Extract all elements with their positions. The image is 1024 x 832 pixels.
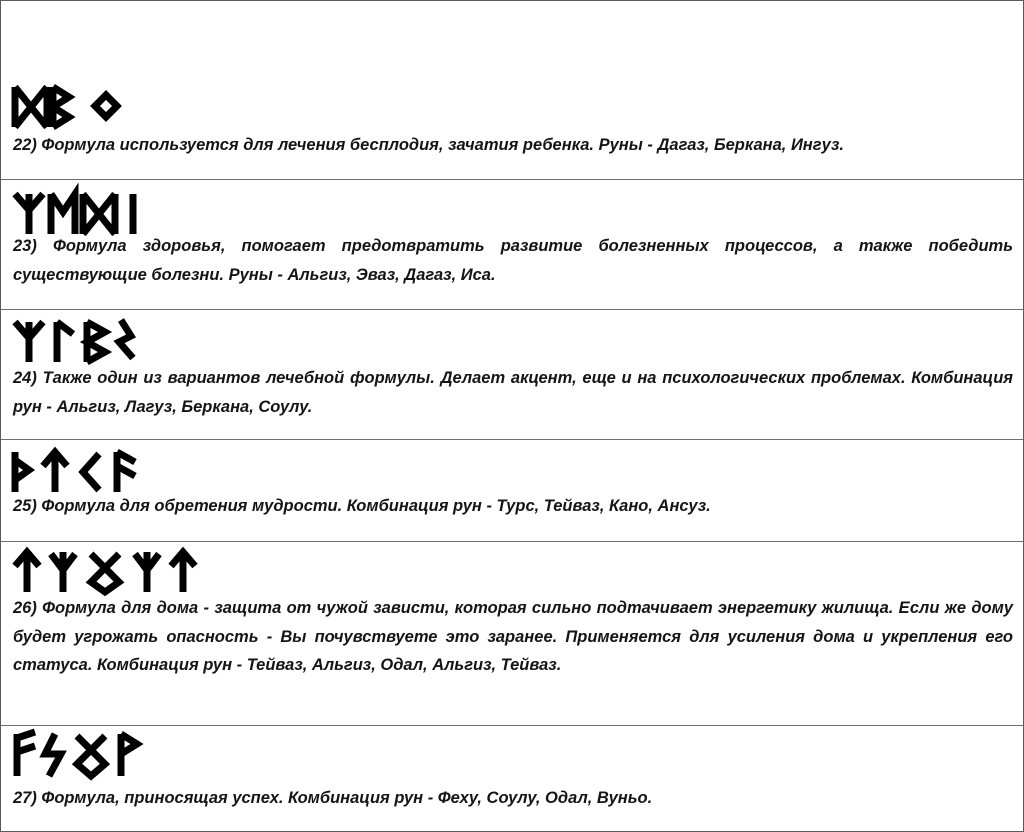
berkana-icon [87, 322, 105, 362]
berkana-icon [53, 87, 69, 127]
formula-text-24: 24) Также один из вариантов лечебной формулы. Делает акцент, еще и на психологических проблемах. Комбинация рун - Альгиз, Лагуз, Беркана, Соулу. [13, 369, 1013, 416]
kenaz-icon [83, 454, 99, 490]
tiwaz-icon [15, 552, 39, 592]
sowulo-icon [119, 320, 133, 358]
wunjo-icon [121, 734, 137, 776]
othala-icon [77, 736, 105, 776]
sowulo-icon [45, 734, 61, 776]
rune-glyphs-23 [11, 188, 141, 236]
formula-row-27 [1, 725, 1023, 832]
rune-glyphs-22 [11, 83, 141, 131]
rune-glyphs-27 [11, 730, 161, 778]
rune-glyphs-26 [11, 546, 211, 594]
formula-text-23: 23) Формула здоровья, помогает предотвратить развитие болезненных процессов, а также победить существующие болезни. Руны - Альгиз, Эваз, Дагаз, Иса. [13, 237, 1013, 284]
tiwaz-icon [43, 452, 67, 492]
rune-strip-23 [11, 188, 141, 236]
rune-strip-26 [11, 546, 211, 594]
ansuz-icon [117, 452, 135, 492]
rune-glyphs-24 [11, 316, 151, 364]
algiz-icon [135, 552, 159, 592]
formula-text-27: 27) Формула, приносящая успех. Комбинация рун - Феху, Соулу, Одал, Вуньо. [13, 789, 653, 807]
rune-glyphs-25 [11, 446, 151, 494]
othala-icon [91, 554, 119, 592]
ehwaz-icon [51, 194, 75, 234]
tiwaz-icon [171, 552, 195, 592]
formula-row-24 [1, 309, 1023, 440]
formula-row-26 [1, 541, 1023, 726]
thurisaz-icon [15, 452, 29, 492]
algiz-icon [51, 552, 75, 592]
rune-strip-25 [11, 446, 151, 494]
laguz-icon [57, 322, 73, 362]
formula-text-22: 22) Формула используется для лечения бесплодия, зачатия ребенка. Руны - Дагаз, Беркана, Ингуз. [13, 136, 844, 154]
formula-row-23 [1, 179, 1023, 310]
formula-row-25 [1, 439, 1023, 542]
formula-text-25: 25) Формула для обретения мудрости. Комбинация рун - Турс, Тейваз, Кано, Ансуз. [13, 497, 711, 515]
inguz-icon [95, 95, 117, 117]
rune-strip-22 [11, 83, 141, 131]
fehu-icon [17, 732, 35, 776]
algiz-icon [15, 194, 43, 234]
formula-text-26: 26) Формула для дома - защита от чужой зависти, которая сильно подтачивает энергетику жилища. Если же дому будет угрожать опасность - Вы почувствуете это заранее. Применяется для усиления дома и укрепления его статуса. Комбинация рун - Тейваз, Альгиз, Одал, Альгиз, Тейваз. [13, 599, 1013, 674]
rune-strip-27 [11, 730, 161, 778]
algiz-icon [15, 322, 43, 362]
formula-row-22 [1, 1, 1023, 179]
dagaz-icon [83, 194, 115, 234]
dagaz-icon [15, 87, 47, 127]
rune-strip-24 [11, 316, 151, 364]
